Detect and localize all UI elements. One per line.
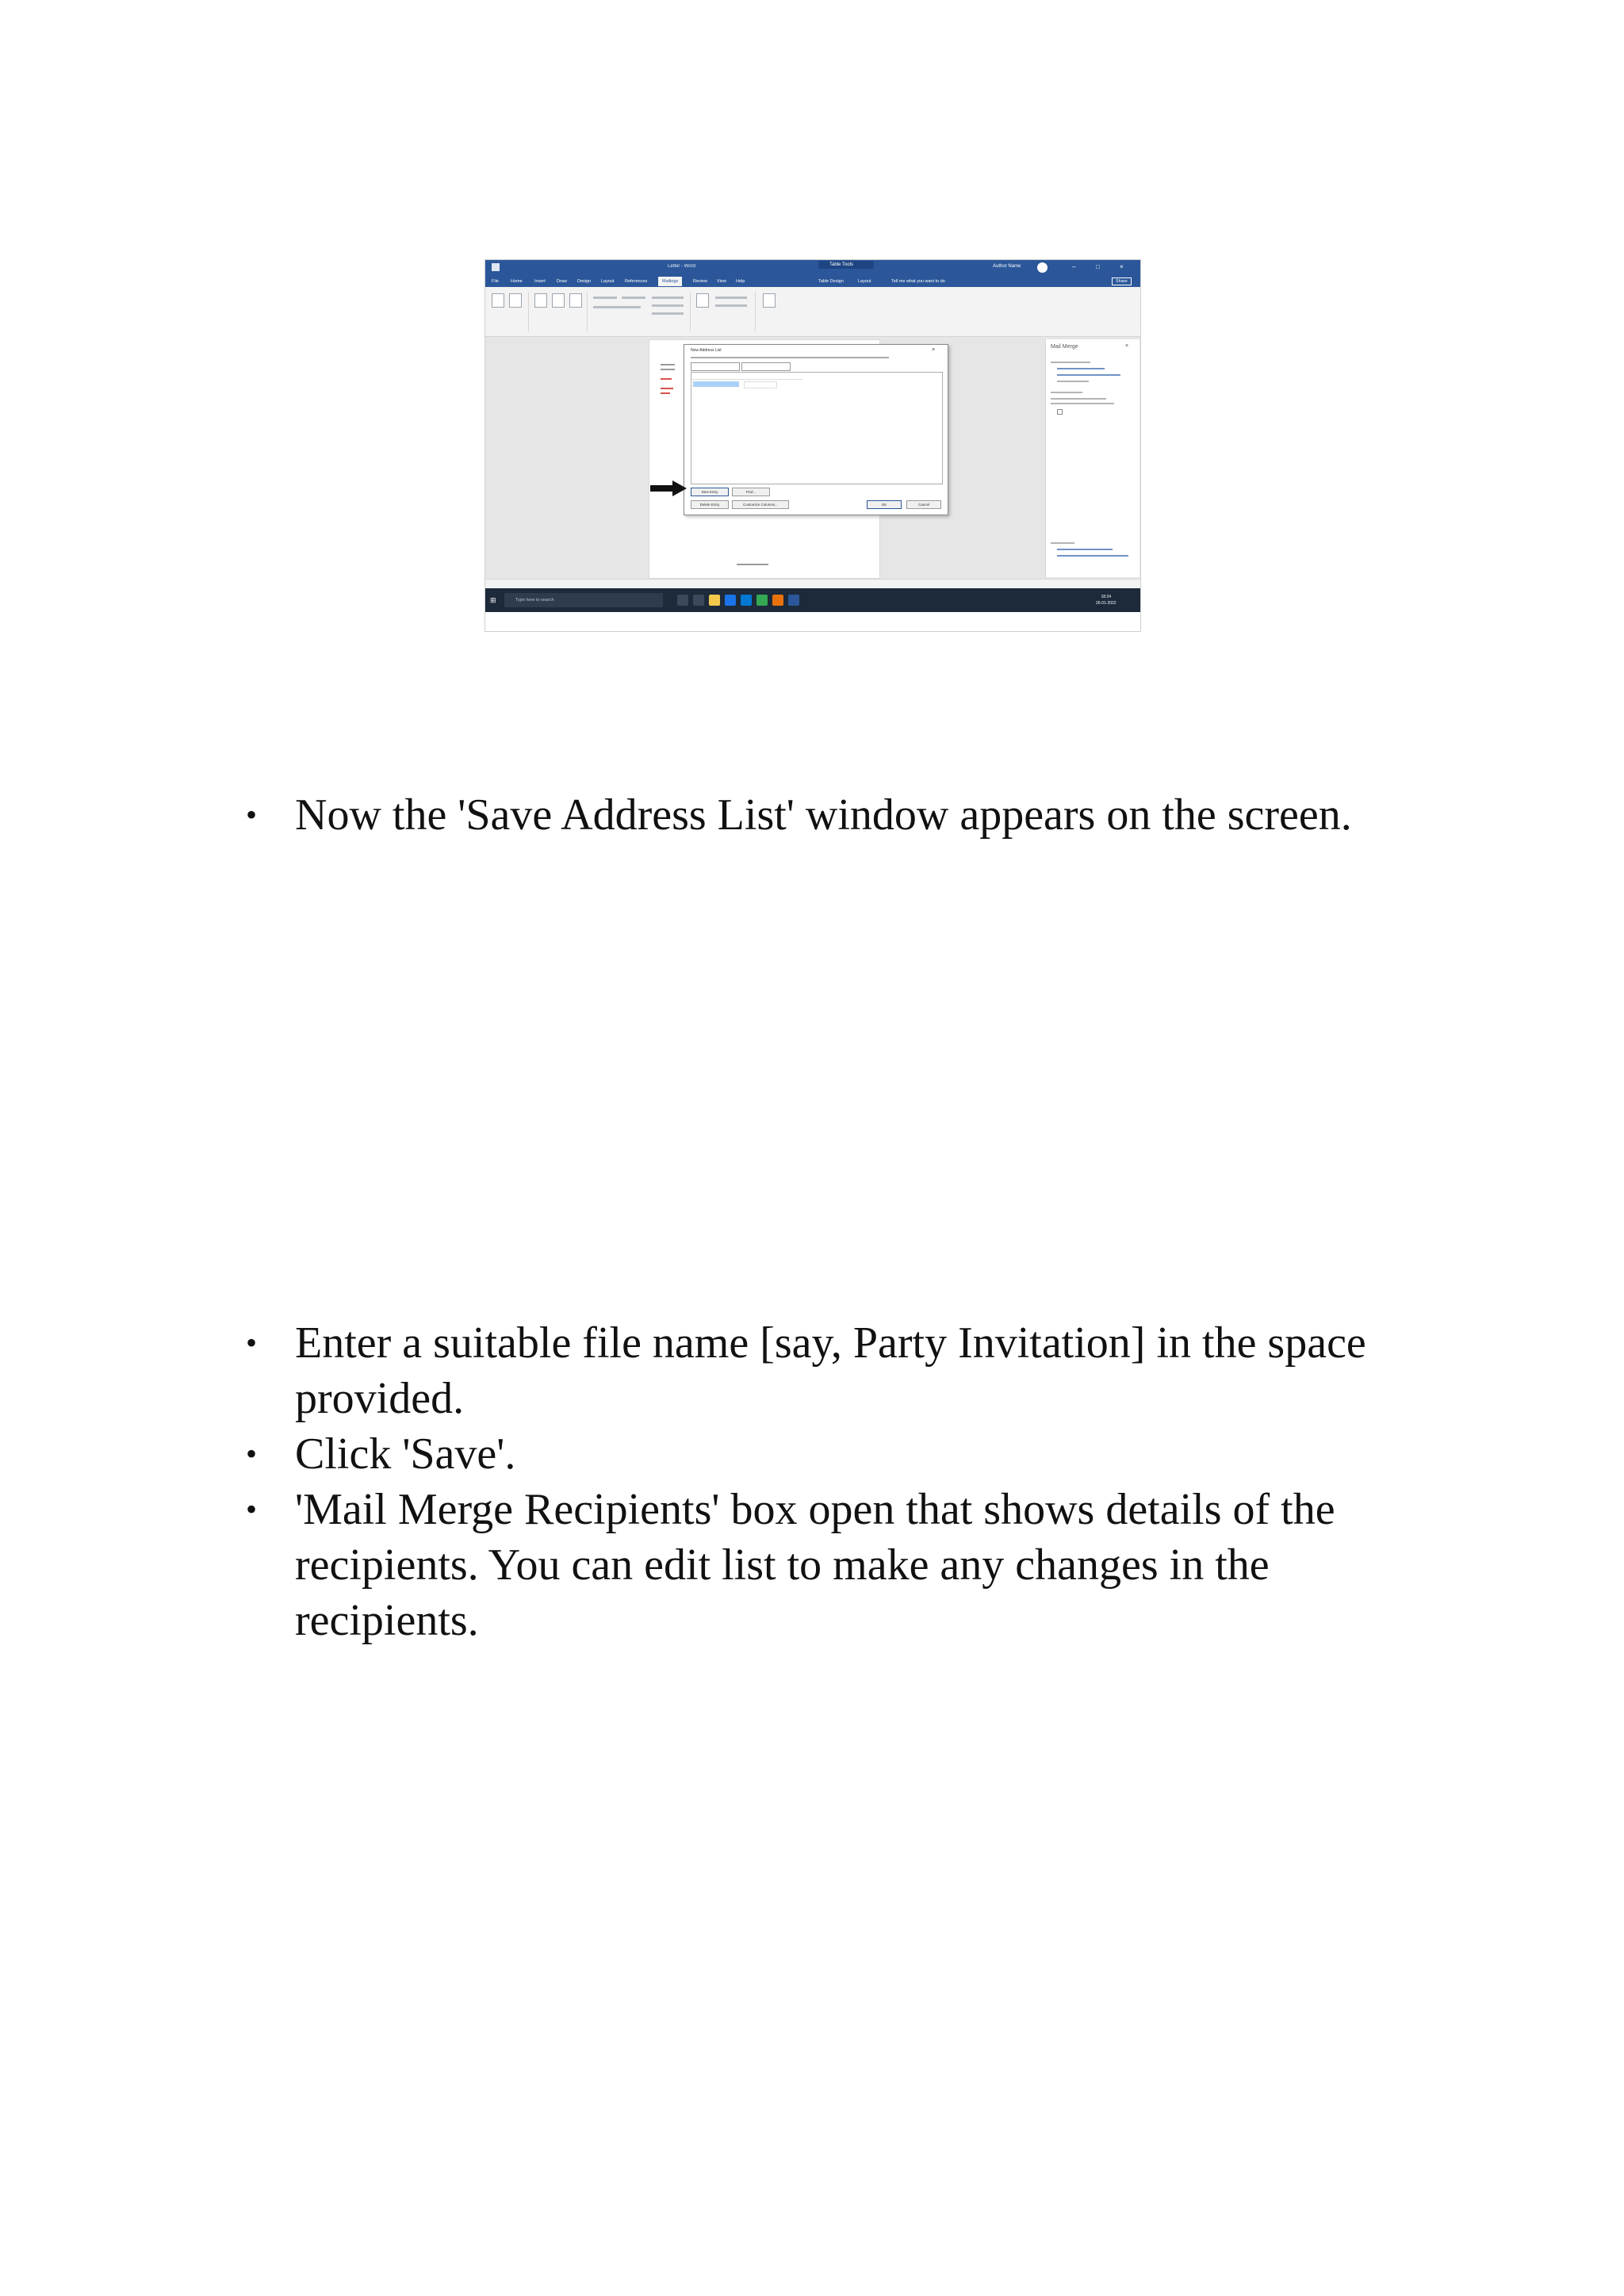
tab-file[interactable]: File — [492, 279, 499, 284]
clock-date: 26-01-2022 — [1096, 601, 1116, 606]
tab-view[interactable]: View — [717, 279, 726, 284]
pane-title: Mail Merge — [1051, 344, 1078, 350]
tell-me-search[interactable]: Tell me what you want to do — [891, 279, 945, 284]
list-item-text: Enter a suitable file name [say, Party Invitation] in the space provided. — [295, 1318, 1366, 1423]
tab-design[interactable]: Design — [577, 279, 592, 284]
app-icon[interactable] — [772, 595, 783, 606]
mail-merge-pane — [1045, 339, 1139, 577]
tab-mailings[interactable]: Mailings — [658, 277, 682, 286]
new-entry-button[interactable]: New Entry — [691, 488, 729, 496]
recipient-checkbox[interactable] — [1057, 409, 1063, 415]
tab-table-design[interactable]: Table Design — [818, 279, 844, 284]
avatar[interactable] — [1037, 262, 1048, 273]
edit-recipient-list-icon[interactable] — [569, 293, 582, 308]
selected-entry-row[interactable] — [693, 381, 739, 387]
instruction-list-bottom — [238, 1315, 1404, 1648]
share-button[interactable]: Share — [1112, 277, 1132, 285]
task-view-icon[interactable] — [677, 595, 688, 606]
window-title: Letter - Word — [668, 264, 695, 269]
tab-review[interactable]: Review — [693, 279, 708, 284]
close-icon[interactable]: × — [1120, 263, 1124, 270]
customize-columns-button[interactable]: Customize Columns... — [732, 500, 789, 509]
taskbar-clock[interactable] — [1096, 594, 1116, 607]
user-name: Author Name — [993, 264, 1021, 269]
start-mail-merge-icon[interactable] — [534, 293, 547, 308]
field-dropdown-1[interactable] — [691, 362, 740, 371]
ribbon — [485, 287, 1140, 337]
chrome-icon[interactable] — [756, 595, 768, 606]
labels-icon[interactable] — [509, 293, 522, 308]
file-explorer-icon[interactable] — [709, 595, 720, 606]
dialog-title: New Address List — [691, 348, 722, 353]
list-item-text: Click 'Save'. — [295, 1429, 516, 1479]
context-tab-group — [818, 261, 874, 269]
list-item — [238, 1315, 1404, 1426]
list-item-text: 'Mail Merge Recipients' box open that shows details of the recipients. You can edit list to make any changes in the recipients. — [295, 1485, 1335, 1645]
maximize-icon[interactable]: □ — [1096, 263, 1100, 270]
pane-close-icon[interactable]: × — [1125, 343, 1129, 349]
address-entries-grid[interactable] — [691, 372, 943, 484]
bullet-icon: • — [246, 797, 258, 832]
taskbar-search[interactable]: Type here to search — [504, 593, 663, 607]
widgets-icon[interactable] — [693, 595, 704, 606]
word-screenshot — [485, 259, 1141, 632]
clock-time: 18:24 — [1101, 595, 1112, 599]
tab-references[interactable]: References — [625, 279, 648, 284]
edge-icon[interactable] — [725, 595, 736, 606]
tab-help[interactable]: Help — [736, 279, 745, 284]
tab-insert[interactable]: Insert — [534, 279, 546, 284]
list-item — [238, 1426, 1404, 1482]
new-address-list-dialog — [684, 344, 948, 515]
preview-results-icon[interactable] — [696, 293, 709, 308]
taskbar — [485, 588, 1140, 612]
minimize-icon[interactable]: – — [1072, 263, 1076, 270]
windows-start-icon[interactable]: ⊞ — [490, 596, 496, 604]
title-bar — [485, 260, 1140, 276]
list-item — [238, 787, 1404, 843]
find-button[interactable]: Find... — [732, 488, 770, 496]
delete-entry-button[interactable]: Delete Entry — [691, 500, 729, 509]
save-icon — [492, 263, 500, 271]
bullet-icon: • — [246, 1325, 258, 1360]
ribbon-tabs — [485, 276, 1140, 287]
mail-icon[interactable] — [741, 595, 752, 606]
dialog-close-icon[interactable]: × — [932, 347, 936, 353]
instruction-list-top — [238, 787, 1404, 843]
bullet-icon: • — [246, 1436, 258, 1471]
tab-draw[interactable]: Draw — [557, 279, 567, 284]
field-dropdown-2[interactable] — [741, 362, 791, 371]
tab-home[interactable]: Home — [511, 279, 523, 284]
pointer-arrow-icon — [650, 480, 687, 496]
tab-table-layout[interactable]: Layout — [858, 279, 871, 284]
list-item — [238, 1482, 1404, 1648]
list-item-text: Now the 'Save Address List' window appears on the screen. — [295, 790, 1352, 840]
envelopes-icon[interactable] — [492, 293, 504, 308]
bullet-icon: • — [246, 1491, 258, 1527]
context-tab-label: Table Tools — [829, 262, 853, 267]
finish-merge-icon[interactable] — [763, 293, 776, 308]
word-icon[interactable] — [788, 595, 799, 606]
select-recipients-icon[interactable] — [552, 293, 565, 308]
ok-button[interactable]: OK — [867, 500, 902, 509]
cancel-button[interactable]: Cancel — [906, 500, 941, 509]
tab-layout[interactable]: Layout — [601, 279, 615, 284]
